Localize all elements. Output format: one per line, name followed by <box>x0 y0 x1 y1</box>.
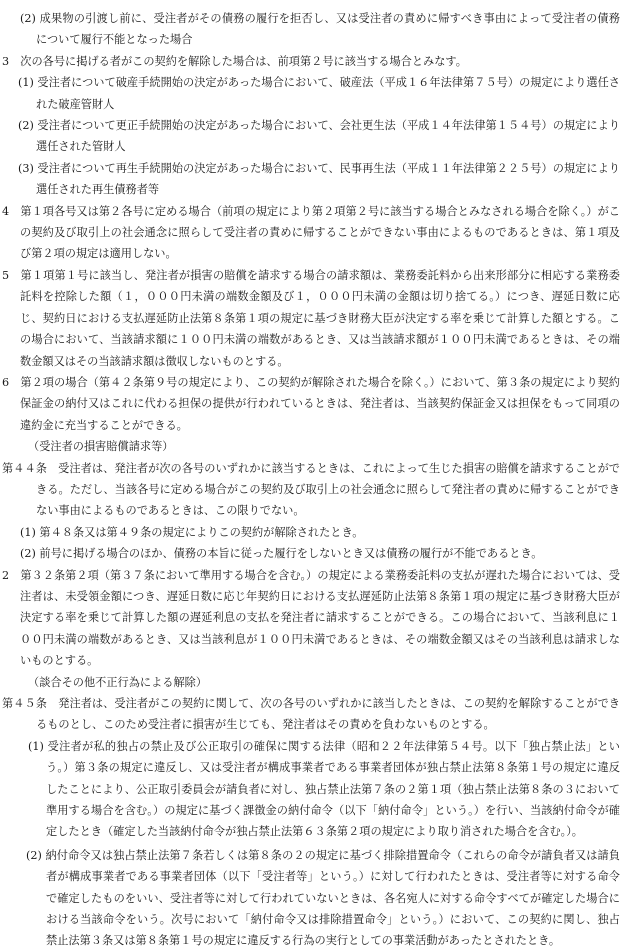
article-45-item-2: (2) 納付命令又は独占禁止法第７条若しくは第８条の２の規定に基づく排除措置命令（これらの命令が請負者又は請負者が構成事業者である事業者団体（以下「受注者等」という。）に対して行われたときは、受注者等に対する命令で確定したものをいい、受注者等に対して行われていないときは、各名宛人に対する命令すべてが確定した場合における当該命令をいう。次号において「納付命令又は排除措置命令」という。）において、この契約に関し、独占禁止法第３条又は第８条第１号の規定に違反する行為の実行としての事業活動があったとされたとき。 <box>26 848 620 948</box>
paragraph-4: 4 第１項各号又は第２各号に定める場合（前項の規定により第２項第２号に該当する場合とみなされる場合を除く。）がこの契約及び取引上の社会通念に照らして受注者の責めに帰することができない事由によるものであるときは、第１項及び第２項の規定は適用しない。 <box>2 204 620 261</box>
article-44: 第４４条 受注者は、発注者が次の各号のいずれかに該当するときは、これによって生じた損害の賠償を請求することができる。ただし、当該各号に定める場合がこの契約及び取引上の社会通念に照らして発注者の責めに帰することができない事由によるものであるときは、この限りでない。 <box>2 461 620 518</box>
paragraph-5: 5 第１項第１号に該当し、発注者が損害の賠償を請求する場合の請求額は、業務委託料から出来形部分に相応する業務委託料を控除した額（１，０００円未満の端数金額及び１，０００円未満の金額は切り捨てる。）につき、遅延日数に応じ、契約日における支払遅延防止法第８条第１項の規定に基づき財務大臣が決定する率を乗じて計算した額とする。この場合において、当該請求額に１００円未満の端数があるとき、又は当該請求額が１００円未満であるときは、その端数金額又はその当該請求額は徴収しないものとする。 <box>2 268 620 368</box>
article-45-item-1: (1) 受注者が私的独占の禁止及び公正取引の確保に関する法律（昭和２２年法律第５４号。以下「独占禁止法」という。）第３条の規定に違反し、又は受注者が構成事業者である事業者団体が独占禁止法第８条第１号の規定に違反したことにより、公正取引委員会が請負者に対し、独占禁止法第７条の２第１項（独占禁止法第８条の３において準用する場合を含む。）の規定に基づく課徴金の納付命令（以下「納付命令」という。）を行い、当該納付命令が確定したとき（確定した当該納付命令が独占禁止法第６３条第２項の規定により取り消された場合を含む。）。 <box>28 739 620 839</box>
paragraph-3-item-3: (3) 受注者について再生手続開始の決定があった場合において、民事再生法（平成１１年法律第２２５号）の規定により選任された再生債務者等 <box>18 161 620 197</box>
article-44-item-1: (1) 第４８条又は第４９条の規定によりこの契約が解除されたとき。 <box>20 525 364 539</box>
paragraph-6: 6 第２項の場合（第４２条第９号の規定により、この契約が解除された場合を除く。）において、第３条の規定により契約保証金の納付又はこれに代わる担保の提供が行われているときは、発注者は、当該契約保証金又は担保をもって同項の違約金に充当することができる。 <box>2 375 620 432</box>
paragraph-3-item-1: (1) 受注者について破産手続開始の決定があった場合において、破産法（平成１６年法律第７５号）の規定により選任された破産管財人 <box>18 76 620 111</box>
paragraph-3-item-2: (2) 受注者について更正手続開始の決定があった場合において、会社更生法（平成１４年法律第１５４号）の規定により選任された管財人 <box>18 119 620 154</box>
article-44-item-2: (2) 前号に掲げる場合のほか、債務の本旨に従った履行をしないとき又は債務の履行が不能であるとき。 <box>20 547 543 561</box>
article-44-paragraph-2: 2 第３２条第２項（第３７条において準用する場合を含む。）の規定による業務委託料の支払が遅れた場合においては、受注者は、未受領金額につき、遅延日数に応じ年契約日における支払遅延防止法第８条第１項の規定に基づき財務大臣が決定する率を乗じて計算した額の遅延利息の支払を発注者に請求することができる。この場合において、当該利息に１００円未満の端数があるとき、又は当該利息が１００円未満であるときは、その端数金額又はその当該利息は請求しないものとする。 <box>2 568 620 668</box>
article-45: 第４５条 発注者は、受注者がこの契約に関して、次の各号のいずれかに該当したときは、この契約を解除することができるものとし、このため受注者に損害が生じても、発注者はその責めを負わないものとする。 <box>2 697 620 732</box>
clause-2-2-item: (2) 成果物の引渡し前に、受注者がその債務の履行を拒否し、又は受注者の責めに帰すべき事由によって受注者の債務について履行不能となった場合 <box>20 12 620 47</box>
article-45-heading: （談合その他不正行為による解除） <box>28 675 208 689</box>
article-44-heading: （受注者の損害賠償請求等） <box>28 440 174 454</box>
paragraph-3: 3 次の各号に掲げる者がこの契約を解除した場合は、前項第２号に該当する場合とみなす。 <box>2 54 467 68</box>
